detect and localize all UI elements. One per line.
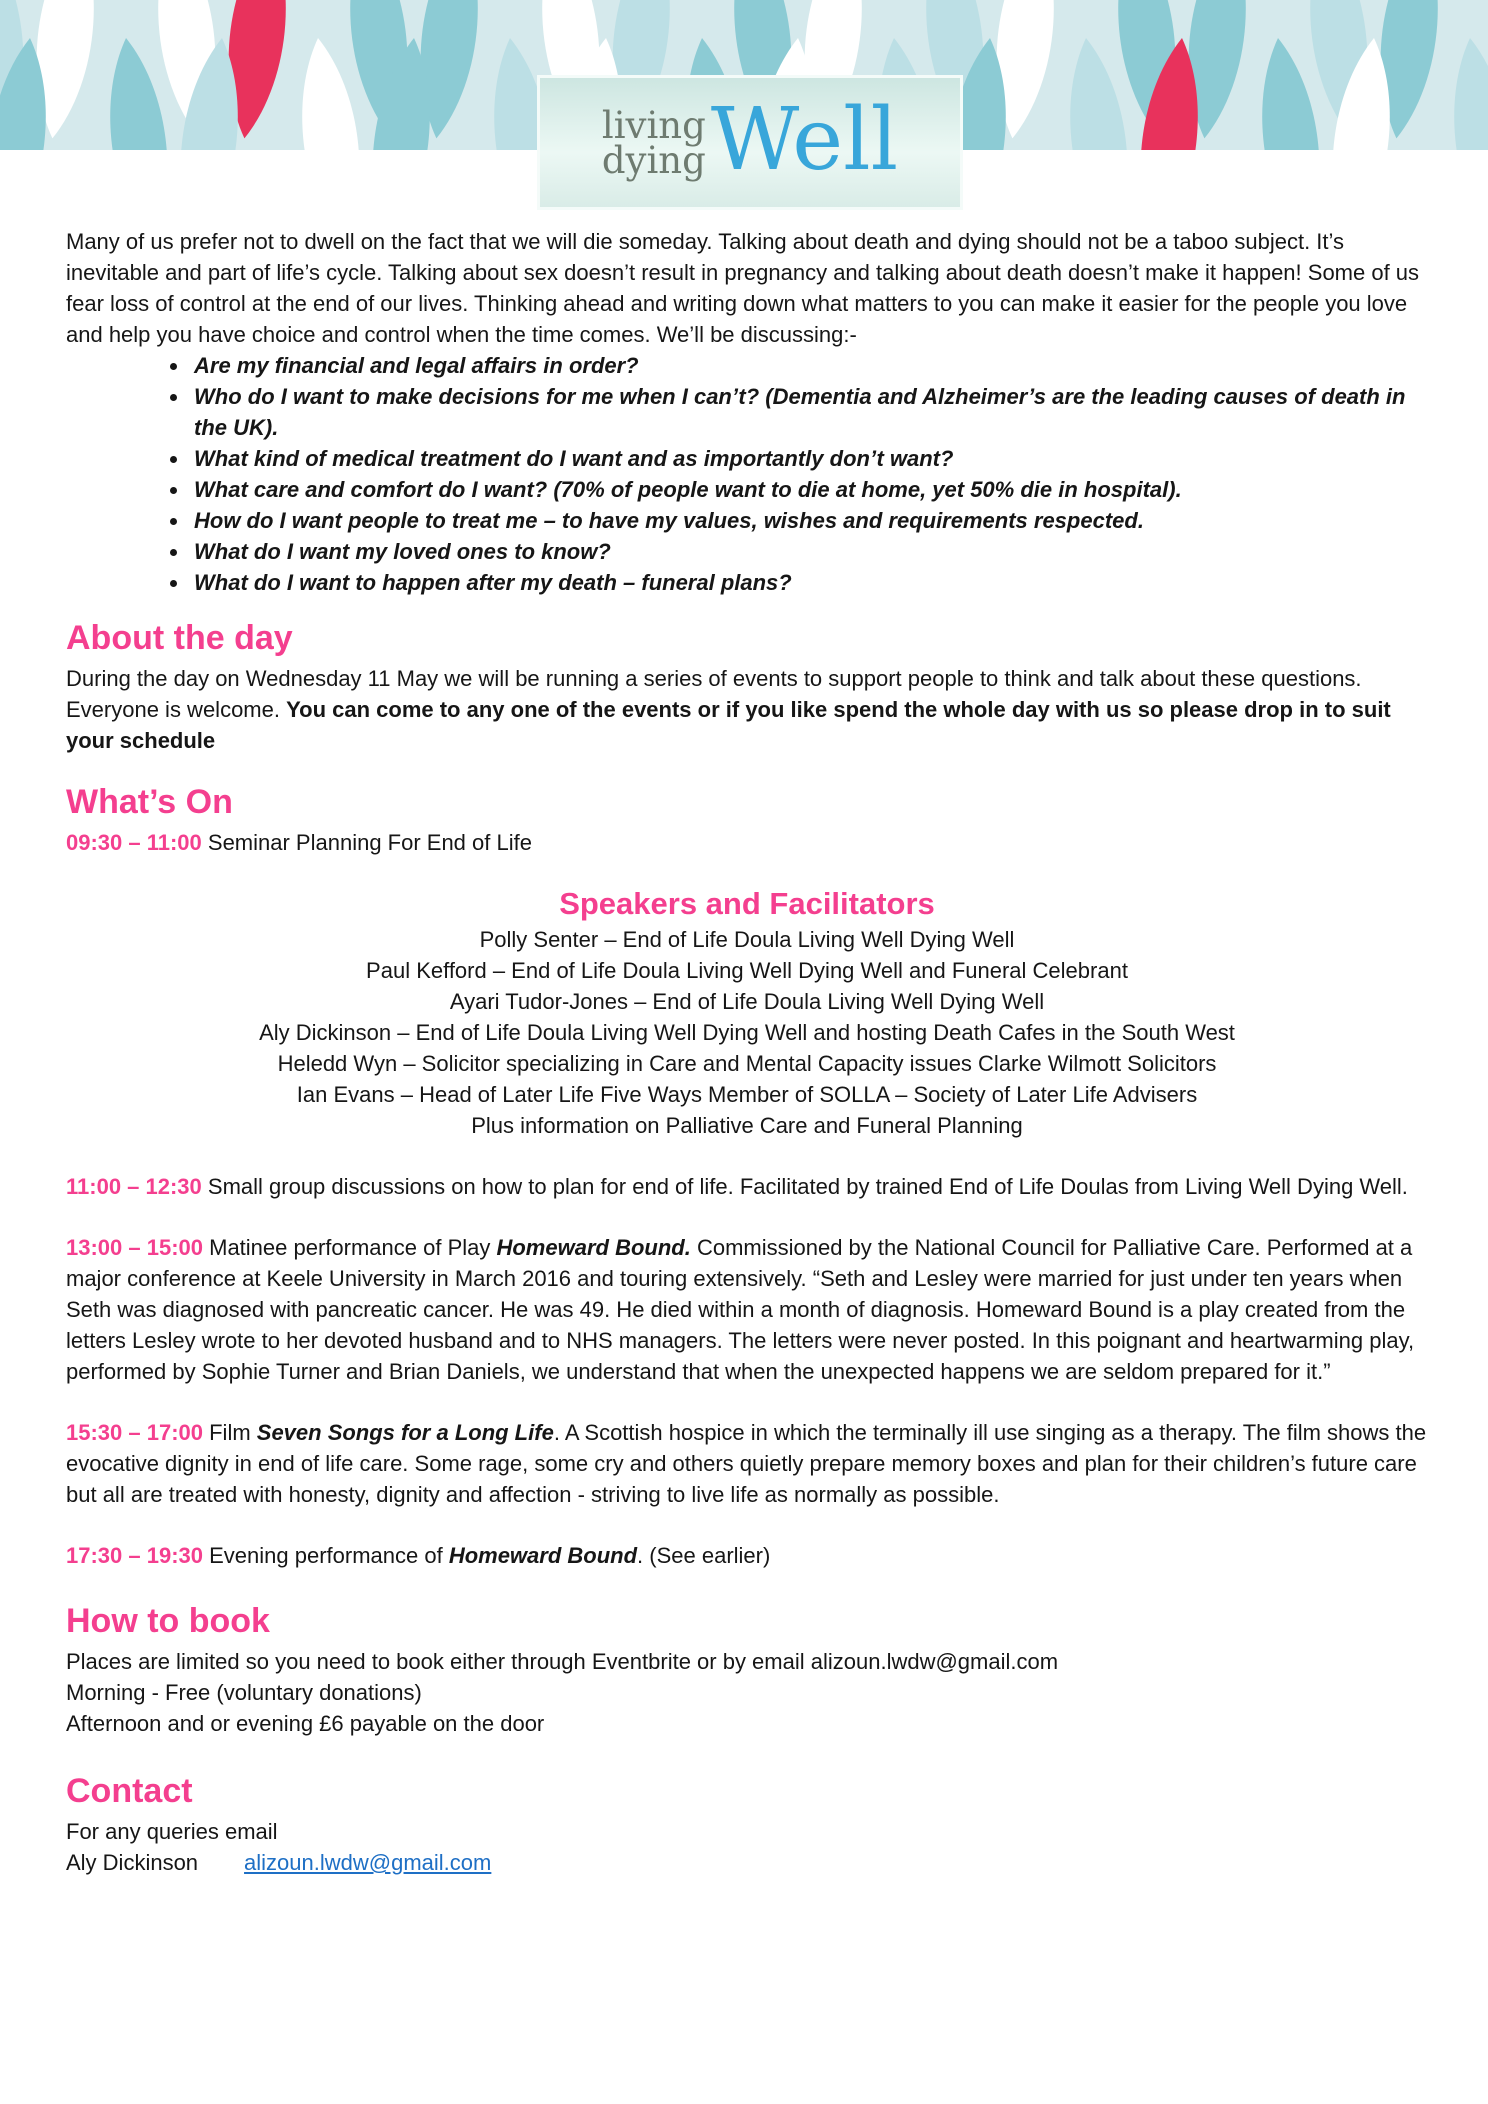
contact-name: Aly Dickinson (66, 1850, 199, 1875)
flyer-body (0, 226, 1488, 1878)
section-heading-about-the-day: About the day (66, 619, 293, 657)
list-item: • What do I want my loved ones to know? (190, 536, 1428, 567)
schedule-item-discussions (66, 1171, 1428, 1202)
about-text: During the day on Wednesday 11 May we will be running a series of events to support people to think and talk about these questions. Everyone is welcome. (66, 666, 1362, 722)
event-description: Film (203, 1420, 257, 1445)
time-range: 17:30 – 19:30 (66, 1543, 203, 1568)
booking-line: Places are limited so you need to book either through Eventbrite or by email alizoun.lwdw@gmail.com (66, 1649, 1059, 1674)
schedule-line-seminar (66, 827, 1428, 858)
list-item: • How do I want people to treat me – to have my values, wishes and requirements respected. (190, 505, 1428, 536)
header-banner (0, 0, 1488, 190)
booking-line: Afternoon and or evening £6 payable on the door (66, 1711, 545, 1736)
event-description: Seminar Planning For End of Life (201, 830, 532, 855)
event-title: Homeward Bound (448, 1543, 638, 1568)
time-range: 13:00 – 15:00 (66, 1235, 203, 1260)
event-description: . A Scottish hospice in which the terminally ill use singing as a therapy. The film shows the evocative dignity in end of life care. Some rage, some cry and others quietly prepare memory boxes and plan for their children’s future care but all are treated with honesty, dignity and affection - striving to live life as normally as possible. (66, 1420, 1427, 1507)
logo-living-dying-text (601, 104, 706, 182)
booking-line: Morning - Free (voluntary donations) (66, 1680, 422, 1705)
list-item: • Are my financial and legal affairs in order? (190, 350, 1428, 381)
event-title: Seven Songs for a Long Life (256, 1420, 554, 1445)
about-paragraph (66, 663, 1428, 756)
section-heading-how-to-book: How to book (66, 1602, 270, 1640)
speakers-section (66, 884, 1428, 1141)
living-well-dying-well-logo (540, 78, 960, 207)
contact-queries-line: For any queries email (66, 1819, 278, 1844)
event-description: Commissioned by the National Council for Palliative Care. Performed at a major conference at Keele University in March 2016 and touring extensively. “Seth and Lesley were married for just under ten years when Seth was diagnosed with pancreatic cancer. He was 49. He died within a month of diagnosis. Homeward Bound is a play created from the letters Lesley wrote to her devoted husband and to NHS managers. The letters were never posted. In this poignant and heartwarming play, performed by Sophie Turner and Brian Daniels, we understand that when the unexpected happens we are seldom prepared for it.” (66, 1235, 1415, 1384)
section-heading-whats-on: What’s On (66, 783, 233, 821)
list-item: • Who do I want to make decisions for me when I can’t? (Dementia and Alzheimer’s are the leading causes of death in the UK). (190, 381, 1428, 443)
list-item: • What kind of medical treatment do I want and as importantly don’t want? (190, 443, 1428, 474)
section-heading-contact: Contact (66, 1772, 193, 1810)
speaker-line: Ian Evans – Head of Later Life Five Ways Member of SOLLA – Society of Later Life Advisers (296, 1082, 1198, 1107)
speaker-line: Aly Dickinson – End of Life Doula Living Well Dying Well and hosting Death Cafes in the South West (259, 1020, 1235, 1045)
intro-paragraph: Many of us prefer not to dwell on the fact that we will die someday. Talking about death and dying should not be a taboo subject. It’s inevitable and part of life’s cycle. Talking about sex doesn’t result in pregnancy and talking about death doesn’t make it happen! Some of us fear loss of control at the end of our lives. Thinking ahead and writing down what matters to you can make it easier for the people you love and help you have choice and control when the time comes. We’ll be discussing:- (66, 229, 1420, 347)
speaker-line: Heledd Wyn – Solicitor specializing in Care and Mental Capacity issues Clarke Wilmott Solicitors (277, 1051, 1217, 1076)
speaker-line: Plus information on Palliative Care and Funeral Planning (471, 1113, 1023, 1138)
event-description: Evening performance of (203, 1543, 449, 1568)
contact-email-link[interactable]: alizoun.lwdw@gmail.com (244, 1850, 492, 1875)
event-title: Homeward Bound. (496, 1235, 691, 1260)
discussion-topics-list (66, 350, 1428, 598)
time-range: 09:30 – 11:00 (66, 830, 202, 855)
speaker-line: Paul Kefford – End of Life Doula Living Well Dying Well and Funeral Celebrant (366, 958, 1128, 983)
time-range: 15:30 – 17:00 (66, 1420, 203, 1445)
event-description: Matinee performance of Play (203, 1235, 497, 1260)
logo-word-dying: dying (601, 138, 706, 182)
speaker-line: Polly Senter – End of Life Doula Living Well Dying Well (479, 927, 1015, 952)
speakers-heading: Speakers and Facilitators (559, 886, 935, 921)
about-text-bold: You can come to any one of the events or if you like spend the whole day with us so please drop in to suit your schedule (66, 697, 1391, 753)
schedule-item-matinee-play (66, 1232, 1428, 1387)
logo-word-well: Well (710, 89, 899, 190)
list-item: • What care and comfort do I want? (70% of people want to die at home, yet 50% die in hospital). (190, 474, 1428, 505)
speaker-line: Ayari Tudor-Jones – End of Life Doula Living Well Dying Well (449, 989, 1045, 1014)
logo-word-living: living (601, 104, 706, 148)
contact-row (66, 1847, 1428, 1878)
event-description: Small group discussions on how to plan for end of life. Facilitated by trained End of Life Doulas from Living Well Dying Well. (201, 1174, 1408, 1199)
event-description: . (See earlier) (637, 1543, 771, 1568)
schedule-item-film (66, 1417, 1428, 1510)
time-range: 11:00 – 12:30 (66, 1174, 202, 1199)
schedule-item-evening-play (66, 1540, 1428, 1571)
list-item: • What do I want to happen after my death – funeral plans? (190, 567, 1428, 598)
